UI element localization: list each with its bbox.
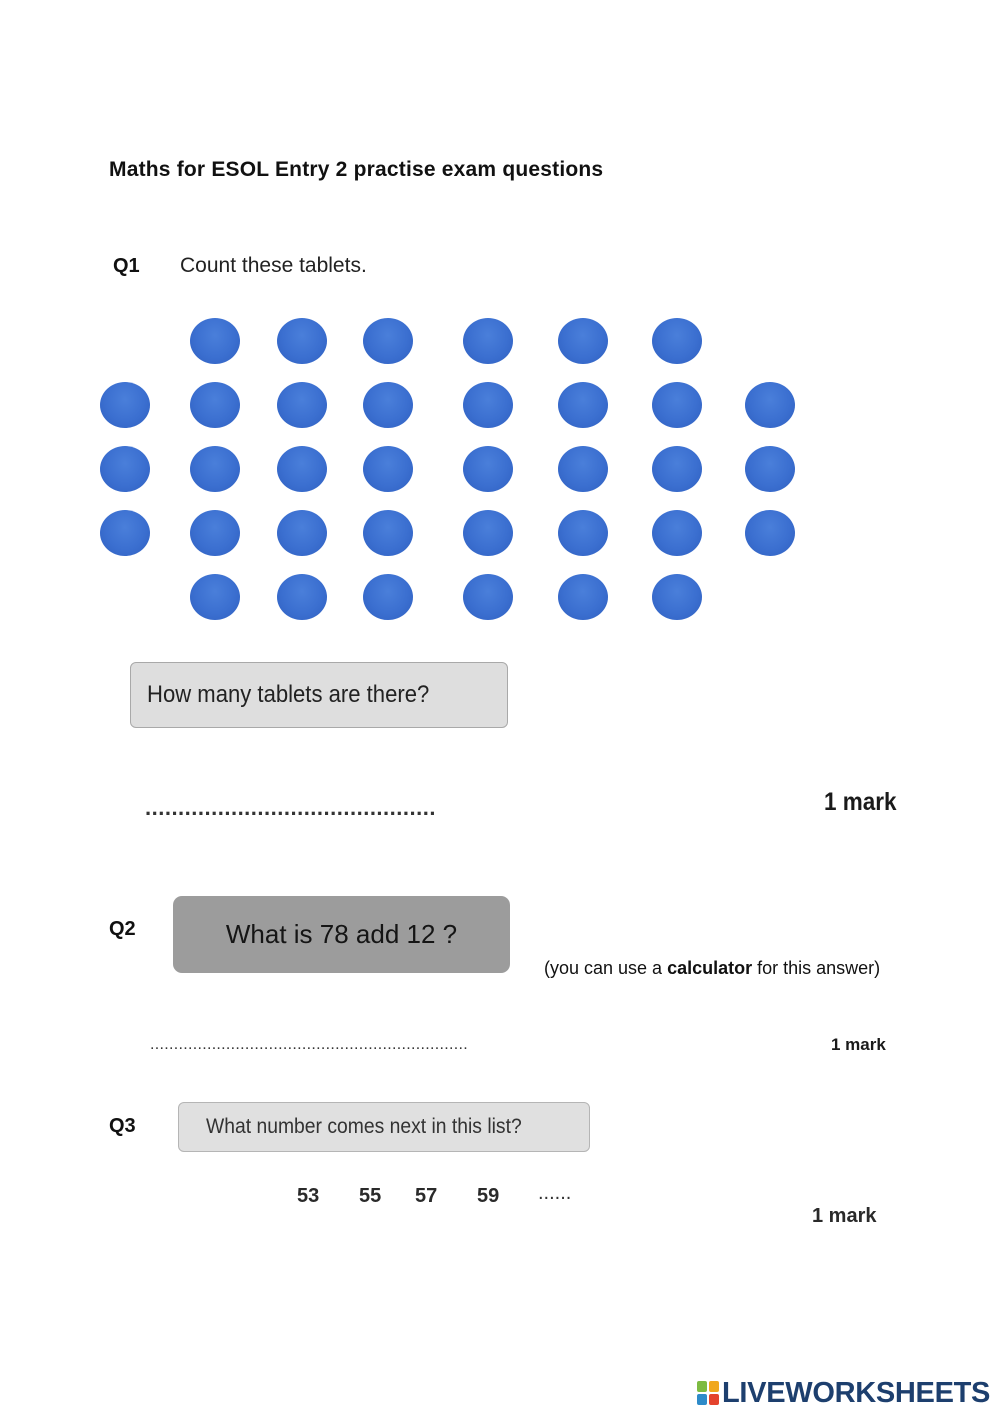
question-text: How many tablets are there?	[147, 681, 430, 708]
logo-square	[697, 1394, 707, 1405]
mark-label: 1 mark	[824, 788, 897, 816]
question-number: Q2	[109, 918, 136, 940]
logo-icon	[697, 1381, 719, 1405]
question-text: What is 78 add 12 ?	[225, 919, 458, 949]
tablet-dot	[190, 446, 240, 492]
answer-field[interactable]: ............................................	[145, 795, 436, 820]
answer-field[interactable]: ......	[538, 1182, 572, 1204]
tablet-dot	[363, 574, 413, 620]
tablet-dot	[363, 318, 413, 364]
tablet-dot	[558, 382, 608, 428]
tablet-dot	[652, 382, 702, 428]
tablet-dot	[100, 382, 150, 428]
tablet-dot	[463, 446, 513, 492]
tablet-dot	[745, 382, 795, 428]
note-suffix: for this answer)	[752, 958, 881, 978]
tablet-dot	[652, 574, 702, 620]
tablet-dot	[463, 382, 513, 428]
mark-label: 1 mark	[812, 1205, 877, 1227]
logo-text: LIVEWORKSHEETS	[722, 1376, 991, 1409]
tablet-dot	[190, 574, 240, 620]
page-title: Maths for ESOL Entry 2 practise exam questions	[109, 158, 604, 181]
tablet-dot	[190, 510, 240, 556]
tablet-dot	[190, 382, 240, 428]
tablet-dot	[363, 510, 413, 556]
liveworksheets-logo	[697, 1376, 990, 1410]
tablet-dot	[363, 382, 413, 428]
sequence-number: 57	[415, 1185, 438, 1207]
note-bold: calculator	[667, 958, 753, 978]
tablet-dot	[463, 574, 513, 620]
sequence-number: 53	[297, 1185, 320, 1207]
tablet-dot	[558, 318, 608, 364]
tablet-dot	[277, 574, 327, 620]
tablet-dot	[558, 446, 608, 492]
logo-square	[709, 1381, 719, 1392]
tablet-dot	[463, 510, 513, 556]
calculator-note	[544, 958, 880, 979]
tablet-dot	[100, 446, 150, 492]
question-number: Q1	[113, 255, 140, 277]
question-box	[130, 662, 508, 728]
question-box	[178, 1102, 590, 1152]
sequence-number: 59	[477, 1185, 500, 1207]
question-number: Q3	[109, 1115, 136, 1137]
tablet-dot	[652, 318, 702, 364]
question-instruction: Count these tablets.	[180, 254, 367, 277]
tablet-dot	[745, 510, 795, 556]
tablet-dot	[652, 510, 702, 556]
mark-label: 1 mark	[831, 1035, 886, 1054]
logo-square	[697, 1381, 707, 1392]
answer-field[interactable]: ...................................................................	[150, 1036, 468, 1053]
tablet-dot	[363, 446, 413, 492]
tablet-dot	[190, 318, 240, 364]
question-box	[173, 896, 510, 973]
sequence-number: 55	[359, 1185, 382, 1207]
tablet-dot	[277, 510, 327, 556]
tablet-dot	[277, 446, 327, 492]
tablet-dot	[463, 318, 513, 364]
tablet-dot	[558, 510, 608, 556]
tablet-dot	[652, 446, 702, 492]
question-text: What number comes next in this list?	[206, 1115, 522, 1138]
tablet-dot	[277, 382, 327, 428]
tablet-dot	[100, 510, 150, 556]
note-prefix: (you can use a	[544, 958, 668, 978]
tablet-dot	[277, 318, 327, 364]
logo-square	[709, 1394, 719, 1405]
tablet-dot	[558, 574, 608, 620]
tablet-dot	[745, 446, 795, 492]
